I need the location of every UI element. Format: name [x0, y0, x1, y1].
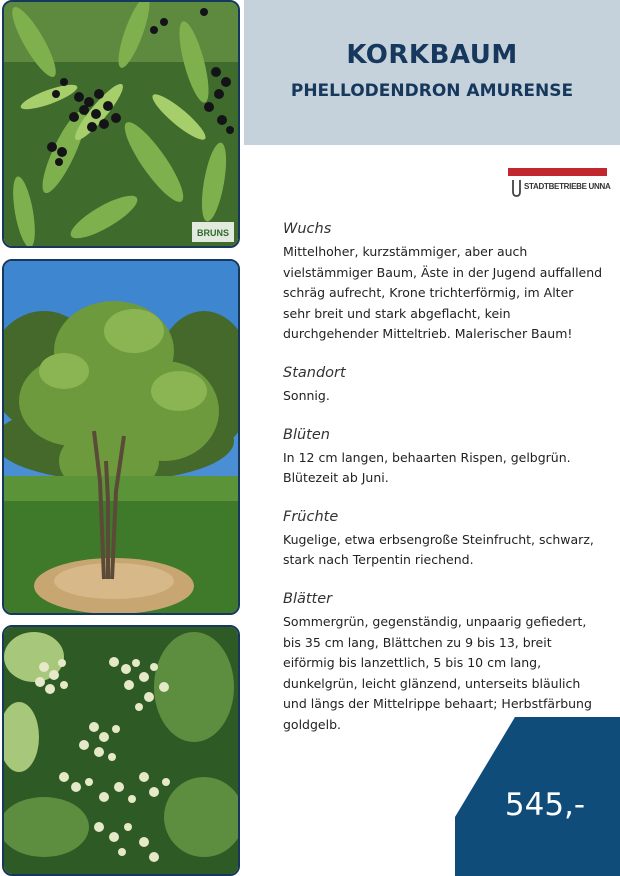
page-title: KORKBAUM	[346, 40, 518, 70]
berries-photo	[2, 0, 240, 248]
section-body: Mittelhoher, kurzstämmiger, aber auch vielstämmiger Baum, Äste in der Jugend auffallend schräg aufrecht, Krone trichterförmig, im Alter sehr breit und stark abgeflacht, kein durchgehender Mitteltrieb. Malerischer Baum!	[283, 244, 603, 342]
section-body: Sommergrün, gegenständig, unpaarig gefiedert, bis 35 cm lang, Blättchen zu 9 bis 13, breit eiförmig bis lanzettlich, 5 bis 10 cm lang, dunkelgrün, leicht glänzend, unterseits bläulich und längs der Mittelrippe behaart; Herbstfärbung goldgelb.	[283, 613, 592, 732]
bruns-watermark: BRUNS	[196, 228, 230, 238]
section-heading: Blüten	[283, 426, 330, 443]
section-standort	[283, 363, 603, 407]
section-heading: Blätter	[283, 590, 333, 607]
logo-text: STADTBETRIEBE UNNA	[524, 182, 611, 191]
section-body: Kugelige, etwa erbsengroße Steinfrucht, schwarz, stark nach Terpentin riechend.	[283, 531, 594, 568]
flowers-photo	[2, 625, 240, 876]
section-blueten	[283, 425, 603, 489]
logo-red-bar	[508, 168, 607, 176]
section-heading: Früchte	[283, 508, 339, 525]
tree-photo	[2, 259, 240, 615]
page-subtitle: PHELLODENDRON AMURENSE	[290, 81, 574, 101]
section-heading: Standort	[283, 364, 346, 381]
section-blaetter	[283, 589, 603, 736]
stadtbetriebe-logo	[508, 168, 611, 202]
section-body: Sonnig.	[283, 387, 330, 403]
section-wuchs	[283, 219, 603, 345]
price-label: 545,-	[504, 787, 586, 823]
section-heading: Wuchs	[283, 221, 332, 237]
logo-mark-icon	[512, 180, 521, 197]
header-panel	[244, 0, 620, 145]
description-content	[283, 219, 603, 754]
section-fruechte	[283, 507, 603, 571]
section-body: In 12 cm langen, behaarten Rispen, gelbgrün. Blütezeit ab Juni.	[283, 449, 571, 486]
